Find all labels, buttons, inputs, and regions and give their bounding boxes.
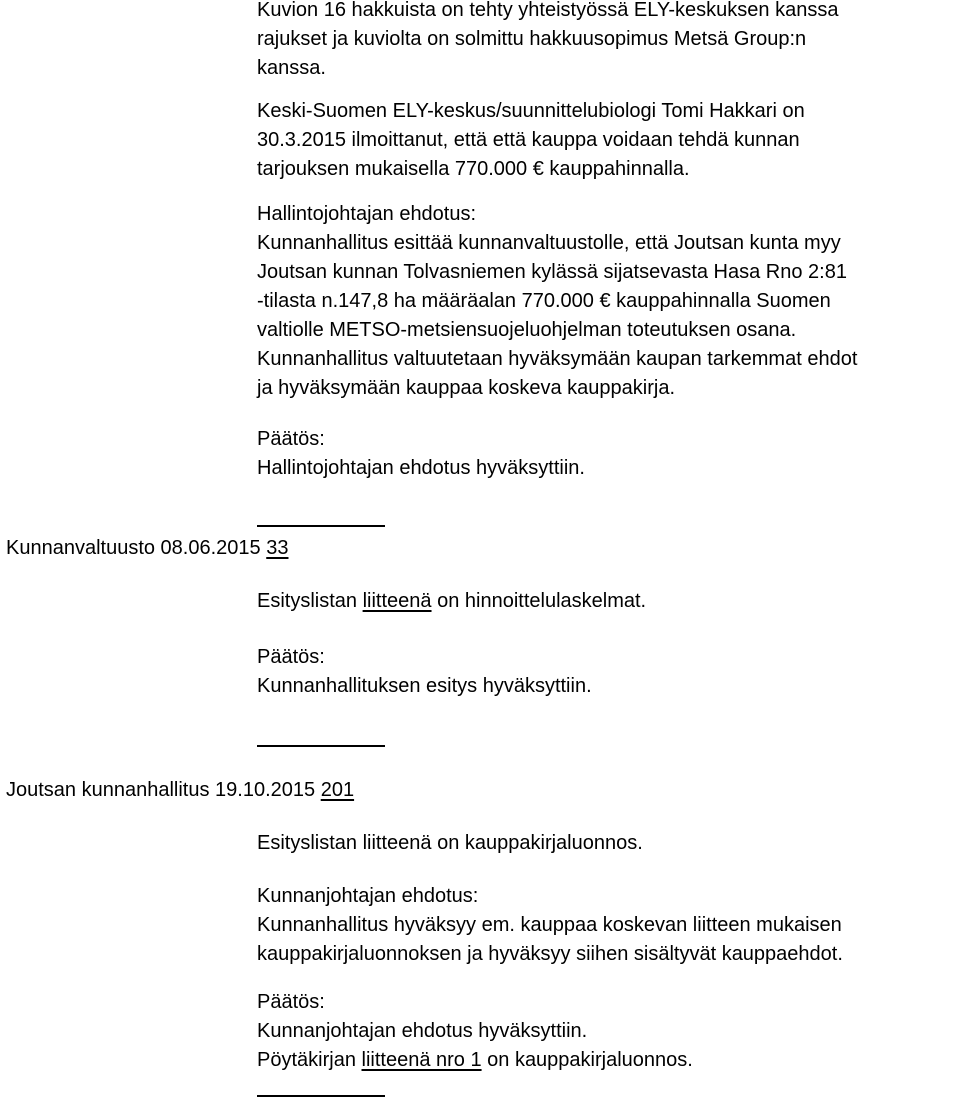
text-line: Keski-Suomen ELY-keskus/suunnittelubiologi Tomi Hakkari on	[257, 100, 805, 122]
text-line: -tilasta n.147,8 ha määräalan 770.000 € kauppahinnalla Suomen	[257, 290, 831, 312]
section-divider	[257, 1095, 385, 1097]
board-meeting-header	[6, 776, 354, 805]
item-number: 201	[320, 779, 355, 801]
text-line: valtiolle METSO-metsiensuojeluohjelman toteutuksen osana.	[257, 319, 797, 341]
text-line: 30.3.2015 ilmoittanut, että että kauppa voidaan tehdä kunnan	[257, 129, 800, 151]
text-line: Kunnanhallitus hyväksyy em. kauppaa koskevan liitteen mukaisen	[257, 914, 842, 936]
section-divider	[257, 745, 385, 747]
decision-heading: Päätös:	[257, 646, 325, 668]
text-line: Kunnanhallitus valtuutetaan hyväksymään kaupan tarkemmat ehdot	[257, 348, 858, 370]
board-decision	[257, 988, 957, 1075]
text-line: Joutsan kunnan Tolvasniemen kylässä sijatsevasta Hasa Rno 2:81	[257, 261, 847, 283]
intro-paragraph-2	[257, 97, 957, 184]
proposal-heading: Kunnanjohtajan ehdotus:	[257, 885, 479, 907]
board-proposal	[257, 882, 957, 969]
attachment-line	[257, 587, 957, 616]
item-number: 33	[266, 537, 289, 559]
attachment-prefix: Esityslistan	[257, 590, 363, 612]
attachment-suffix: on hinnoittelulaskelmat.	[431, 590, 647, 612]
record-suffix: on kauppakirjaluonnos.	[481, 1049, 693, 1071]
decision-heading: Päätös:	[257, 991, 325, 1013]
section-divider	[257, 525, 385, 527]
proposal-section	[257, 200, 957, 403]
text-line: Kunnanhallitus esittää kunnanvaltuustolle, että Joutsan kunta myy	[257, 232, 841, 254]
attachment-link[interactable]: liitteenä	[362, 590, 432, 612]
decision-heading: Päätös:	[257, 428, 325, 450]
text-line: rajukset ja kuviolta on solmittu hakkuusopimus Metsä Group:n	[257, 28, 807, 50]
proposal-heading: Hallintojohtajan ehdotus:	[257, 203, 477, 225]
text-line: tarjouksen mukaisella 770.000 € kauppahinnalla.	[257, 158, 690, 180]
attachment-line: Esityslistan liitteenä on kauppakirjaluonnos.	[257, 832, 643, 854]
decision-text: Kunnanhallituksen esitys hyväksyttiin.	[257, 675, 592, 697]
council-attachment	[257, 587, 957, 616]
record-link[interactable]: liitteenä nro 1	[361, 1049, 482, 1071]
board-attachment	[257, 829, 957, 858]
text-line: kanssa.	[257, 57, 326, 79]
intro-paragraph-1	[257, 0, 957, 83]
decision-text: Kunnanjohtajan ehdotus hyväksyttiin.	[257, 1020, 588, 1042]
text-line: kauppakirjaluonnoksen ja hyväksyy siihen sisältyvät kauppaehdot.	[257, 943, 843, 965]
text-line: Kuvion 16 hakkuista on tehty yhteistyössä ELY-keskuksen kanssa	[257, 0, 839, 21]
record-line	[257, 1046, 957, 1075]
meeting-name: Kunnanvaltuusto 08.06.2015	[6, 537, 261, 559]
record-prefix: Pöytäkirjan	[257, 1049, 362, 1071]
council-meeting-header	[6, 534, 288, 563]
decision-section	[257, 425, 957, 483]
meeting-name: Joutsan kunnanhallitus 19.10.2015	[6, 779, 316, 801]
council-decision	[257, 643, 957, 701]
decision-text: Hallintojohtajan ehdotus hyväksyttiin.	[257, 457, 585, 479]
text-line: ja hyväksymään kauppaa koskeva kauppakirja.	[257, 377, 676, 399]
